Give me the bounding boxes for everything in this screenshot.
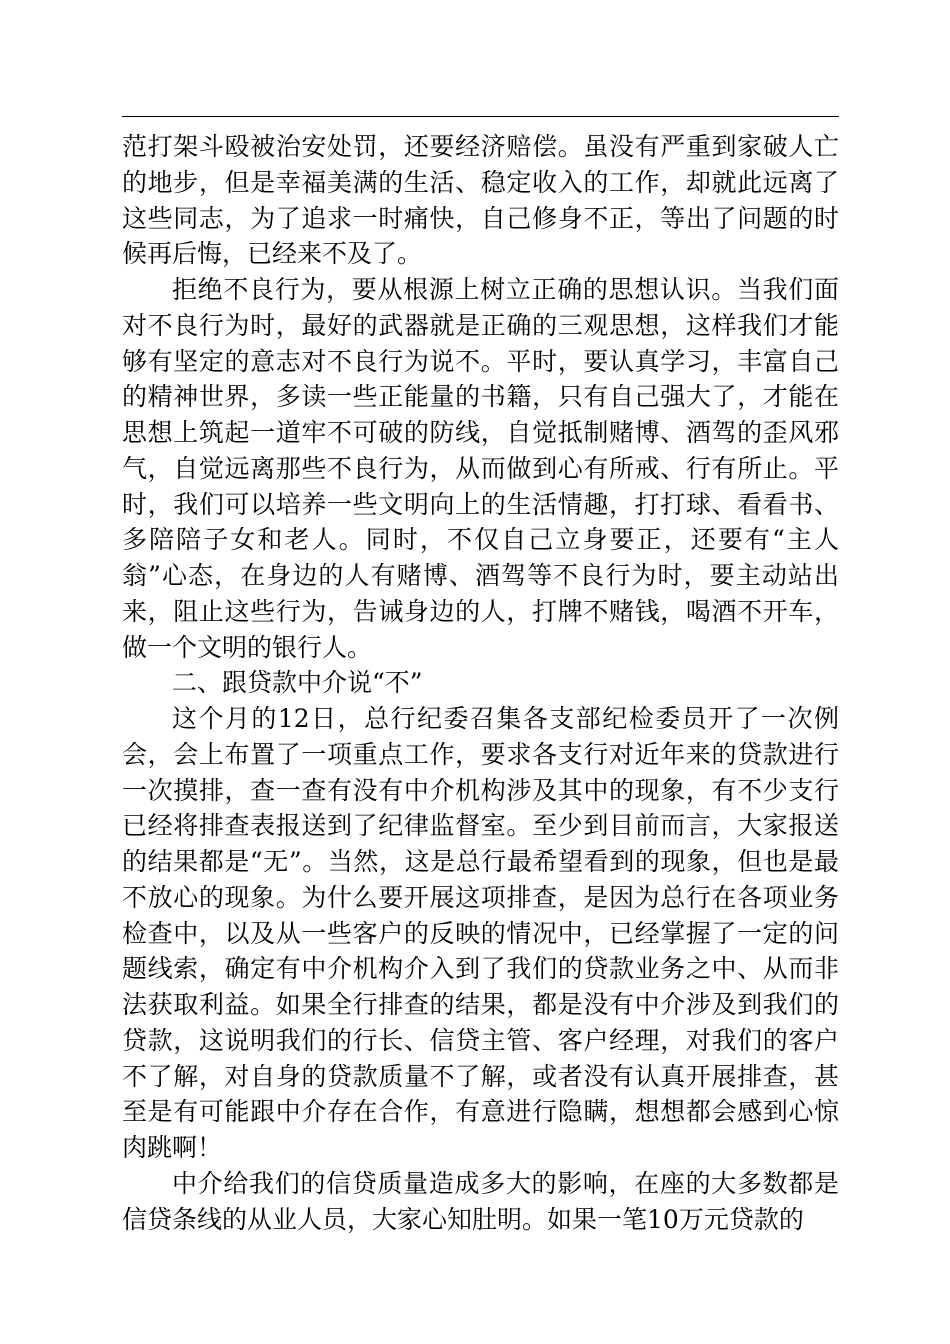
header-rule [122, 116, 839, 117]
paragraph-continuation: 范打架斗殴被治安处罚，还要经济赔偿。虽没有严重到家破人亡的地步，但是幸福美满的生活、稳定收入的工作，却就此远离了这些同志，为了追求一时痛快，自己修身不正，等出了问题的时候再后悔，已经来不及了。 [122, 132, 839, 269]
body-text [122, 129, 839, 1237]
paragraph-reject-bad-behavior: 拒绝不良行为，要从根源上树立正确的思想认识。当我们面对不良行为时，最好的武器就是正确的三观思想，这样我们才能够有坚定的意志对不良行为说不。平时，要认真学习，丰富自己的精神世界，多读一些正能量的书籍，只有自己强大了，才能在思想上筑起一道牢不可破的防线，自觉抵制赌博、酒驾的歪风邪气，自觉远离那些不良行为，从而做到心有所戒、行有所止。平时，我们可以培养一些文明向上的生活情趣，打打球、看看书、多陪陪子女和老人。同时，不仅自己立身要正，还要有“主人翁”心态，在身边的人有赌博、酒驾等不良行为时，要主动站出来，阻止这些行为，告诫身边的人，打牌不赌钱，喝酒不开车，做一个文明的银行人。 [122, 275, 839, 662]
paragraph-credit-quality: 中介给我们的信贷质量造成多大的影响，在座的大多数都是信贷条线的从业人员，大家心知肚明。如果一笔10万元贷款的 [122, 1168, 839, 1234]
section-heading: 二、跟贷款中介说“不” [172, 668, 423, 698]
paragraph-loan-intermediary: 这个月的12日，总行纪委召集各支部纪检委员开了一次例会，会上布置了一项重点工作，要求各支行对近年来的贷款进行一次摸排，查一查有没有中介机构涉及其中的现象，有不少支行已经将排查表报送到了纪律监督室。至少到目前而言，大家报送的结果都是“无”。当然，这是总行最希望看到的现象，但也是最不放心的现象。为什么要开展这项排查，是因为总行在各项业务检查中，以及从一些客户的反映的情况中，已经掌握了一定的问题线索，确定有中介机构介入到了我们的贷款业务之中、从而非法获取利益。如果全行排查的结果，都是没有中介涉及到我们的贷款，这说明我们的行长、信贷主管、客户经理，对我们的客户不了解，对自身的贷款质量不了解，或者没有认真开展排查，甚至是有可能跟中介存在合作，有意进行隐瞒，想想都会感到心惊肉跳啊！ [122, 704, 839, 1162]
